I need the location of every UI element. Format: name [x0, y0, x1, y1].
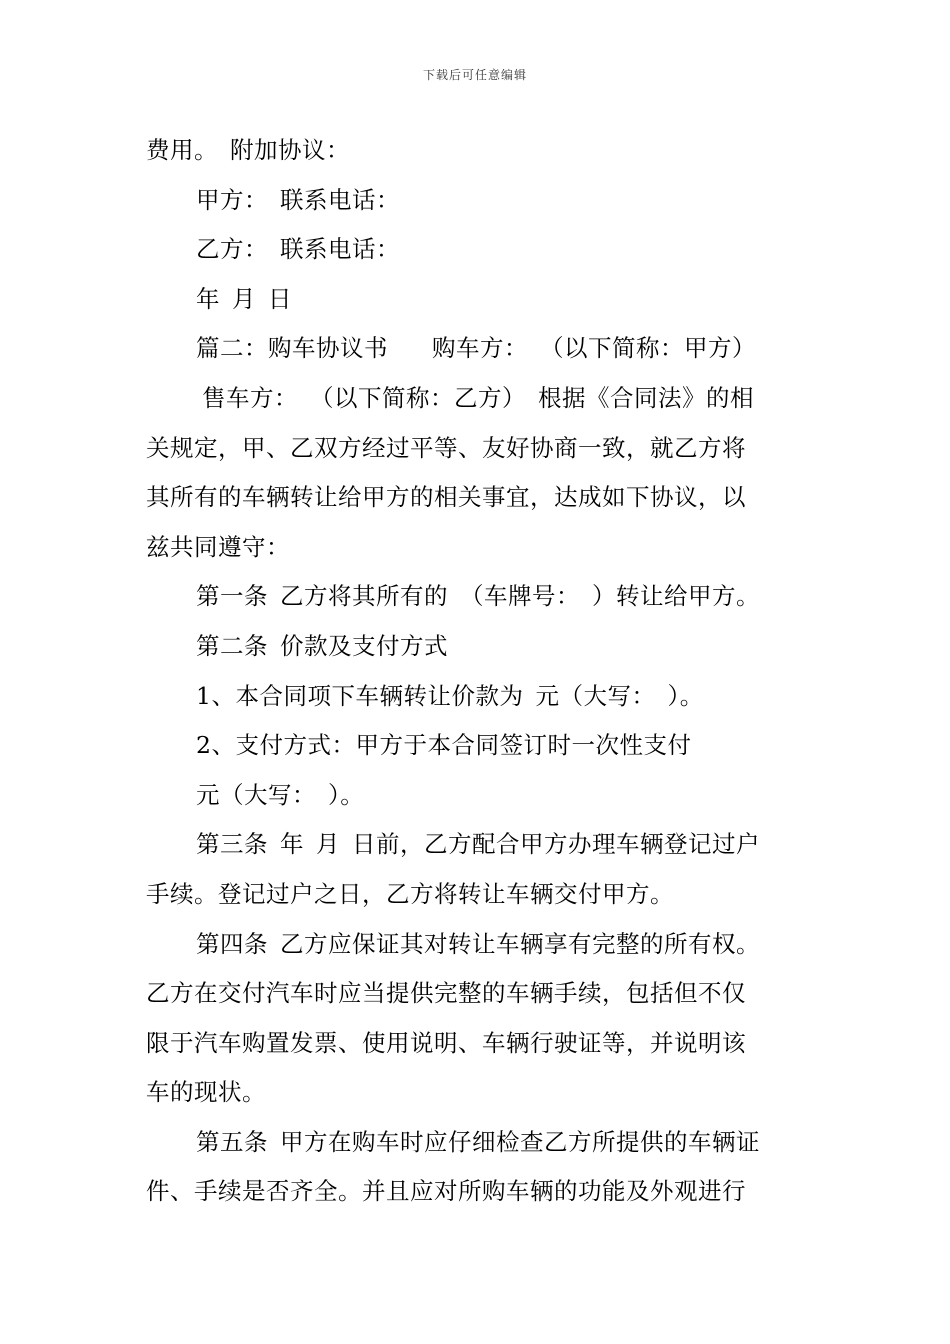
text-line: 2、支付方式：甲方于本合同签订时一次性支付: [196, 731, 692, 760]
text-line: 第三条 年 月 日前，乙方配合甲方办理车辆登记过户: [196, 830, 760, 859]
text-line: 第一条 乙方将其所有的 （车牌号： ）转让给甲方。: [196, 582, 760, 611]
text-line: 乙方： 联系电话：: [196, 235, 400, 264]
text-line: 兹共同遵守：: [146, 532, 290, 561]
text-line: 第五条 甲方在购车时应仔细检查乙方所提供的车辆证: [196, 1127, 760, 1156]
text-line: 车的现状。: [146, 1078, 266, 1107]
text-line: 甲方： 联系电话：: [196, 185, 400, 214]
text-line: 年 月 日: [196, 284, 292, 313]
text-line: 元（大写： ）。: [196, 780, 365, 809]
text-line: 限于汽车购置发票、使用说明、车辆行驶证等，并说明该: [146, 1028, 746, 1057]
page-header: 下载后可任意编辑: [422, 68, 527, 82]
text-line: 篇二：购车协议书 购车方： （以下简称：甲方）: [196, 334, 756, 363]
text-line: 手续。登记过户之日，乙方将转让车辆交付甲方。: [146, 879, 674, 908]
document-body: [146, 126, 806, 1217]
text-line: 1、本合同项下车辆转让价款为 元（大写： ）。: [196, 681, 704, 710]
text-line: 第二条 价款及支付方式: [196, 631, 448, 660]
text-line: 售车方： （以下简称：乙方） 根据《合同法》的相: [202, 383, 754, 412]
text-line: 其所有的车辆转让给甲方的相关事宜，达成如下协议，以: [146, 483, 746, 512]
text-line: 关规定，甲、乙双方经过平等、友好协商一致，就乙方将: [146, 433, 746, 462]
text-line: 第四条 乙方应保证其对转让车辆享有完整的所有权。: [196, 929, 760, 958]
text-line: 乙方在交付汽车时应当提供完整的车辆手续，包括但不仅: [146, 979, 746, 1008]
text-line: 件、手续是否齐全。并且应对所购车辆的功能及外观进行: [146, 1177, 746, 1206]
text-line: 费用。 附加协议：: [146, 136, 350, 164]
